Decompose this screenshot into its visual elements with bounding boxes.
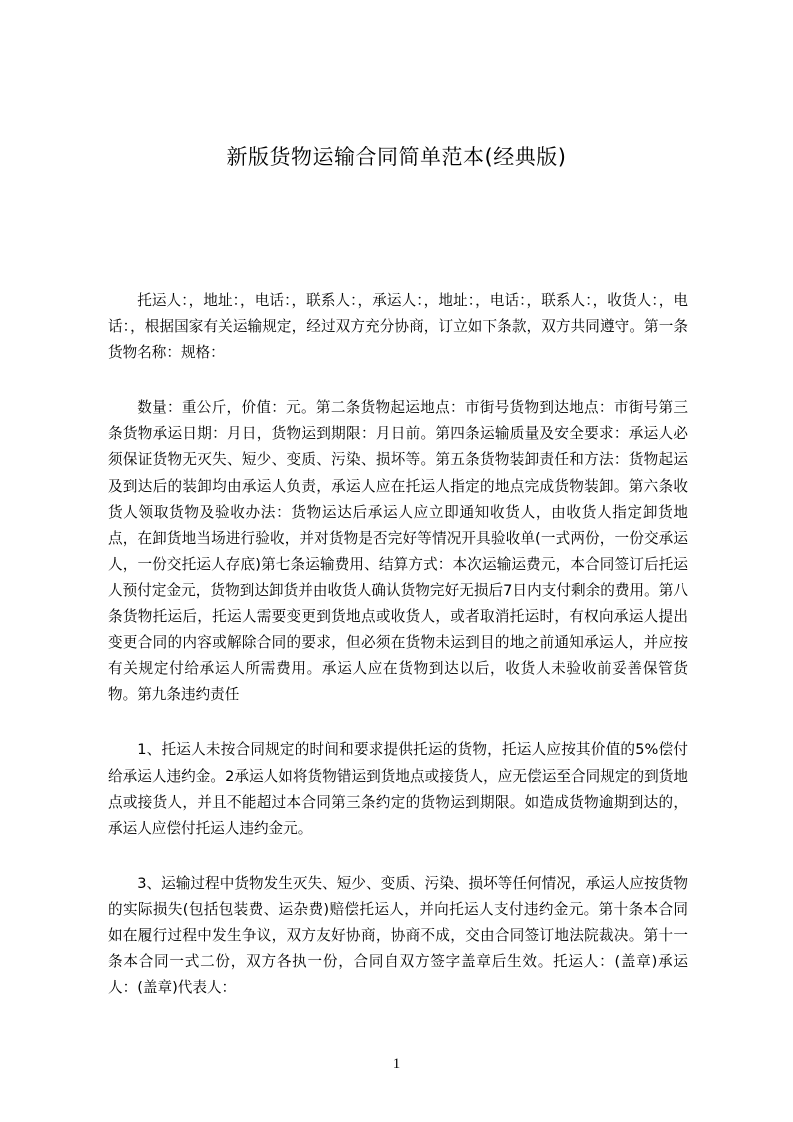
page-number: 1: [392, 1056, 401, 1072]
document-body: [108, 288, 688, 1030]
paragraph-carrier-liability: 3、运输过程中货物发生灭失、短少、变质、污染、损坏等任何情况，承运人应按货物的实际损失(包括包装费、运杂费)赔偿托运人，并向托运人支付违约金元。第十条本合同如在履行过程中发生争议，双方友好协商，协商不成，交由合同签订地法院裁决。第十一条本合同一式二份，双方各执一份，合同自双方签字盖章后生效。托运人：(盖章)承运人：(盖章)代表人：: [108, 874, 688, 997]
paragraph-shipper-liability: 1、托运人未按合同规定的时间和要求提供托运的货物，托运人应按其价值的5%偿付给承运人违约金。2承运人如将货物错运到货地点或接货人，应无偿运至合同规定的到货地点或接货人，并且不能超过本合同第三条约定的货物运到期限。如造成货物逾期到达的，承运人应偿付托运人违约金元。: [108, 741, 688, 837]
document-title: 新版货物运输合同简单范本(经典版): [226, 145, 567, 169]
paragraph-parties: 托运人：，地址：，电话：，联系人：，承运人：，地址：，电话：，联系人：，收货人：，电话：，根据国家有关运输规定，经过双方充分协商，订立如下条款，双方共同遵守。第一条货物名称：规格：: [108, 292, 688, 362]
paragraph-terms: 数量：重公斤，价值：元。第二条货物起运地点：市街号货物到达地点：市街号第三条货物承运日期：月日，货物运到期限：月日前。第四条运输质量及安全要求：承运人必须保证货物无灭失、短少、变质、污染、损坏等。第五条货物装卸责任和方法：货物起运及到达后的装卸均由承运人负责，承运人应在托运人指定的地点完成货物装卸。第六条收货人领取货物及验收办法：货物运达后承运人应立即通知收货人，由收货人指定卸货地点，在卸货地当场进行验收，并对货物是否完好等情况开具验收单(一式两份，一份交承运人，一份交托运人存底)第七条运输费用、结算方式：本次运输运费元，本合同签订后托运人预付定金元，货物到达卸货并由收货人确认货物完好无损后7日内支付剩余的费用。第八条货物托运后，托运人需要变更到货地点或收货人，或者取消托运时，有权向承运人提出变更合同的内容或解除合同的要求，但必须在货物未运到目的地之前通知承运人，并应按有关规定付给承运人所需费用。承运人应在货物到达以后，收货人未验收前妥善保管货物。第九条违约责任: [108, 399, 688, 704]
